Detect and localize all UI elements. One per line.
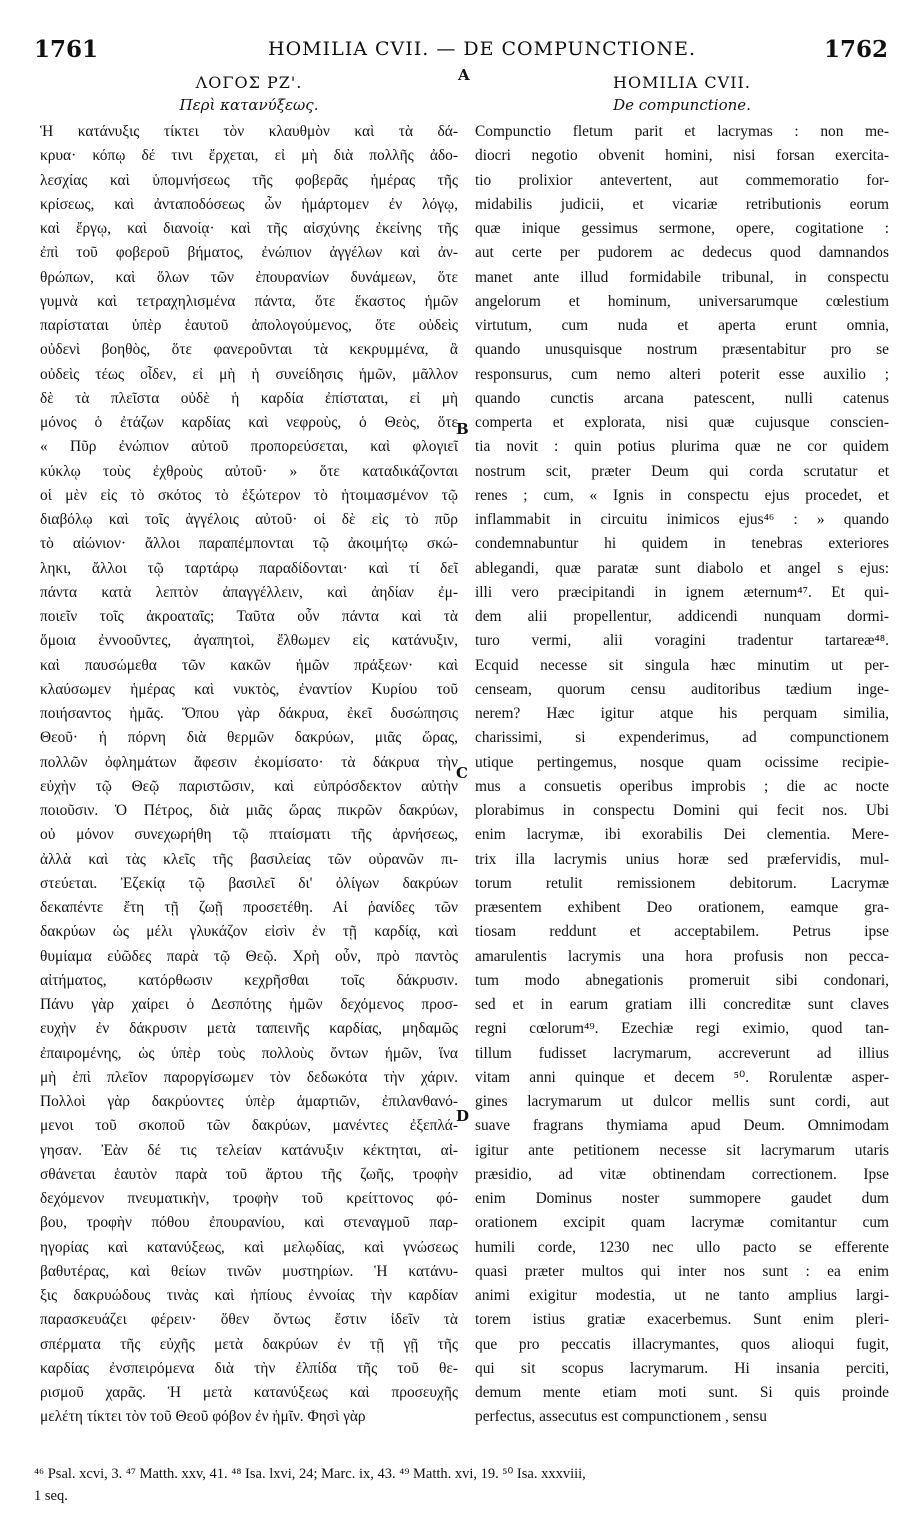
- greek-subtitle: Περὶ κατανύξεως.: [179, 96, 319, 114]
- text-line: gines lacrymarum ut dulcor mellis sunt cordi, aut: [475, 1093, 889, 1110]
- text-line: orationem excipit quam lacrymæ comitantur cum: [475, 1214, 889, 1232]
- text-line: ποιήσαντος ἡμᾶς. Ὅπου γὰρ δάκρυα, ἐκεῖ δυσώπησις: [40, 705, 458, 722]
- left-page-number: 1761: [34, 36, 99, 63]
- text-line: μὴ ἐπὶ πλεῖον παροργίσωμεν τὸν δεδωκότα τὴν χάριν.: [40, 1068, 458, 1086]
- text-line: πολλῶν ὀφλημάτων ἄφεσιν ἐκομίσατο· τὰ δάκρυα τὴν: [40, 753, 458, 771]
- text-line: enim lacrymæ, ibi exorabilis Dei clementia. Mere-: [475, 826, 889, 844]
- text-line: σπέρματα τῆς εὐχῆς μετὰ δακρύων ἐν τῇ γῇ τῆς: [40, 1335, 458, 1353]
- text-line: ρισμοῦ χαρᾶς. Ἡ μετὰ κατανύξεως καὶ προσευχῆς: [40, 1384, 458, 1401]
- text-line: turo vermi, alii voragini tradentur tartareæ⁴⁸.: [475, 632, 889, 650]
- text-line: præsentem exhibent Deo orationem, eamque gra-: [475, 899, 889, 916]
- text-line: κρίσεως, καὶ ἀνταποδόσεως ὧν ἡμάρτομεν ἐν λόγῳ,: [40, 195, 458, 213]
- text-line: nerem? Hæc igitur atque his perquam similia,: [475, 705, 889, 722]
- text-line: καὶ ἔργῳ, καὶ διανοίᾳ· καὶ τῆς αἰσχύνης ἐκείνης τῆς: [40, 220, 458, 237]
- footnote-line: 1 seq.: [34, 1488, 68, 1504]
- text-line: Θεοῦ· ἡ πόρνη διὰ θερμῶν δακρύων, μιᾶς ὥρας,: [40, 729, 458, 747]
- text-line: θρώπων, καὶ ὅλων τῶν ἐπουρανίων δυνάμεων, ὅτε: [40, 268, 458, 286]
- text-line: virtutum, cum nuda et aperta erunt omnia,: [475, 317, 889, 334]
- latin-column: [475, 72, 889, 1430]
- text-line: amarulentis lacrymis una hora profusis non pecca-: [475, 947, 889, 965]
- right-page-number: 1762: [823, 36, 888, 63]
- section-marker-c: C: [456, 764, 468, 782]
- text-line: ποιεῖν τοῖς ἀκροαταῖς; Ταῦτα οὖν πάντα καὶ τὰ: [40, 608, 458, 625]
- text-line: renes ; cum, « Ignis in conspectu ejus procedet, et: [475, 486, 889, 504]
- text-line: torum retulit remissionem debitorum. Lacrymæ: [475, 874, 889, 892]
- text-line: que pro peccatis illacrymantes, quos alioqui fugit,: [475, 1335, 889, 1353]
- text-line: ξις δακρυώδους τινὰς καὶ ἠπίους ἐννοίας τὴν καρδίαν: [40, 1287, 458, 1304]
- section-marker-a: A: [458, 66, 470, 84]
- text-line: δεχόμενον πνευματικὴν, τροφὴν τοῦ κρείττονος φό-: [40, 1190, 458, 1207]
- text-line: plorabimus in conspectu Domini qui fecit nos. Ubi: [475, 802, 889, 819]
- text-line: ἀλλὰ καὶ τὰς κλεῖς τῆς βασιλείας τῶν οὐρανῶν πι-: [40, 850, 458, 868]
- text-line: ηγορίας καὶ κατανύξεως, καὶ μελῳδίας, καὶ γνώσεως: [40, 1238, 458, 1256]
- text-line: nostrum scit, præter Deum qui corda scrutatur et: [475, 462, 889, 480]
- text-line: καὶ παυσώμεθα τῶν κακῶν ἡμῶν πράξεων· καὶ: [40, 656, 458, 674]
- text-line: βαθυτέρας, καὶ θείων τινῶν μυστηρίων. Ἡ κατάνυ-: [40, 1262, 458, 1280]
- text-line: ἐπαιρομένης, ὡς ὑπὲρ τοὺς πολλοὺς ὄντων ἡμῶν, ἵνα: [40, 1044, 458, 1062]
- text-line: Compunctio fletum parit et lacrymas : non me-: [475, 123, 889, 140]
- section-marker-d: D: [456, 1107, 470, 1125]
- greek-column: [40, 72, 458, 1430]
- text-line: vitam anni quinque et decem ⁵⁰. Rorulentæ asper-: [475, 1068, 889, 1086]
- text-line: tillum fudisset lacrymarum, accreverunt ad illius: [475, 1044, 889, 1062]
- text-line: diocri negotio obvenit homini, nisi forsan exercita-: [475, 147, 889, 165]
- text-line: quando unusquisque nostrum præsentabitur pro se: [475, 341, 889, 359]
- text-line: illi vero præcipitandi in ignem æternum⁴⁷. Et qui-: [475, 583, 889, 601]
- text-line: censeam, quorum censu auditoribus tædium inge-: [475, 680, 889, 698]
- text-line: torem istius gratiæ exacerbemus. Sunt enim pleri-: [475, 1311, 889, 1329]
- latin-text-body: [475, 120, 889, 1430]
- text-line: λεσχίας καὶ ὑπομνήσεως τῆς φοβερᾶς ἡμέρας τῆς: [40, 171, 458, 189]
- latin-subtitle: De compunctione.: [613, 96, 751, 114]
- text-line: sed et in earum gratiam illi concreditæ sunt claves: [475, 996, 889, 1013]
- greek-title: ΛΟΓΟΣ ΡΖ'.: [195, 73, 303, 92]
- latin-title: HOMILIA CVII.: [613, 73, 751, 92]
- text-line: δεκαπέντε ἔτη τῇ ζωῇ προσετέθη. Αἱ ῥανίδες τῶν: [40, 899, 458, 916]
- text-line: οἱ μὲν εἰς τὸ σκότος τὸ ἐξώτερον τὸ ἡτοιμασμένον τῷ: [40, 486, 458, 504]
- text-line: μενοι τοῦ σκοποῦ τῶν δακρύων, μανέντες ἐξεπλά-: [40, 1117, 458, 1135]
- text-line: utique pertingemus, nosque quam ocissime recipie-: [475, 753, 889, 771]
- text-line: αἰτήματος, κατόρθωσιν κεχρῆσθαι τοῖς δάκρυσιν.: [40, 971, 458, 989]
- text-line: responsurus, cum nemo alteri poterit esse auxilio ;: [475, 365, 889, 383]
- text-line: κλαύσωμεν ἡμέρας καὶ νυκτὸς, ἐναντίον Κυρίου τοῦ: [40, 680, 458, 698]
- text-line: δὲ τὰ πλεῖστα οὐδὲ ἡ καρδία ἐπίσταται, εἰ μὴ: [40, 389, 458, 407]
- text-line: manet ante illud formidabile tribunal, in conspectu: [475, 268, 889, 286]
- text-line: ablegandi, quæ paratæ sunt diabolo et angel s ejus:: [475, 559, 889, 577]
- text-line: dem alii propellentur, addicendi nunquam dormi-: [475, 608, 889, 625]
- text-line: πάντα κατὰ λεπτὸν ἀπαγγέλλειν, καὶ ἀηδίαν ἐμ-: [40, 583, 458, 601]
- text-line: βου, τροφὴν πόθου ἐπουρανίου, καὶ στεναγμοῦ παρ-: [40, 1214, 458, 1232]
- text-line: condemnabuntur hi quidem in tenebras exteriores: [475, 535, 889, 553]
- text-line: comperta et explorata, nisi quæ cujusque conscien-: [475, 414, 889, 431]
- text-line: γησαν. Ἐὰν δέ τις τελείαν κατάνυξιν κέκτηται, αἰ-: [40, 1141, 458, 1159]
- running-title: HOMILIA CVII. — DE COMPUNCTIONE.: [268, 38, 697, 60]
- text-line: humili corde, 1230 nec ullo pacto se efferente: [475, 1238, 889, 1256]
- page-header: [0, 36, 924, 66]
- text-line: διαβόλῳ καὶ τοῖς ἀγγέλοις αὐτοῦ· οἱ δὲ εἰς τὸ πῦρ: [40, 511, 458, 528]
- text-line: μελέτη τίκτει τὸν τοῦ Θεοῦ φόβον ἐν ἡμῖν. Φησὶ γὰρ: [40, 1408, 366, 1426]
- text-line: σθάνεται ἑαυτὸν παρὰ τοῦ ἄρτου τῆς ζωῆς, τροφὴν: [40, 1165, 458, 1183]
- text-line: regni cœlorum⁴⁹. Ezechiæ regi eximio, quod tan-: [475, 1020, 889, 1038]
- text-line: mus a consuetis operibus improbis ; die ac nocte: [475, 777, 889, 795]
- text-line: Πολλοὶ γὰρ δακρύοντες ὑπὲρ ἁμαρτιῶν, ἐπιλανθανό-: [40, 1093, 458, 1110]
- text-line: οὐδενὶ βοηθὸς, ὅτε φανεροῦνται τὰ κεκρυμμένα, ἃ: [40, 341, 458, 359]
- text-line: γυμνὰ καὶ τετραχηλισμένα πάντα, ὅτε ἕκαστος ἡμῶν: [40, 292, 458, 310]
- text-line: inflammabit in circuitu inimicos ejus⁴⁶ : » quando: [475, 511, 889, 528]
- text-line: κρυα· κόπῳ δέ τινι ἔρχεται, εἰ μὴ διὰ πολλῆς ἀδο-: [40, 147, 458, 165]
- text-line: ἐπὶ τοῦ φοβεροῦ βήματος, ἐνώπιον ἀγγέλων καὶ ἀν-: [40, 244, 458, 262]
- text-line: tio prolixior antevertent, aut commemoratio for-: [475, 171, 889, 189]
- text-line: perfectus, assecutus est compunctionem , sensu: [475, 1408, 767, 1426]
- text-line: ληκι, ἄλλοι τῷ ταρτάρῳ παραδίδονται· καὶ τί δεῖ: [40, 559, 458, 577]
- text-line: « Πῦρ ἐνώπιον αὐτοῦ προπορεύσεται, καὶ φλογιεῖ: [40, 438, 458, 456]
- text-line: angelorum et hominum, universarumque cœlestium: [475, 292, 889, 310]
- text-line: κύκλῳ τοὺς ἐχθροὺς αὐτοῦ· » ὅτε καταδικάζονται: [40, 462, 458, 480]
- text-line: ὅμοια ἐννοοῦντες, ἀγαπητοὶ, ἔλθωμεν εἰς κατάνυξιν,: [40, 632, 458, 650]
- text-line: στεύεται. Ἐζεκίᾳ τῷ βασιλεῖ δι' ὀλίγων δακρύων: [40, 874, 458, 892]
- text-line: suave fragrans thymiama apud Deum. Omnimodam: [475, 1117, 889, 1135]
- text-line: quæ inique gessimus sermone, opere, cogitatione :: [475, 220, 889, 237]
- greek-text-body: [40, 120, 458, 1430]
- text-line: igitur ante petitionem necesse sit lacrymarum utaris: [475, 1141, 889, 1159]
- text-line: demum mente etiam moti sunt. Si quis proinde: [475, 1384, 889, 1401]
- text-line: præsidio, ad vitæ obtinendam correctionem. Ipse: [475, 1165, 889, 1183]
- text-line: animi exigitur modestia, ut ne tanto amplius largi-: [475, 1287, 889, 1304]
- section-marker-b: B: [456, 420, 469, 438]
- text-line: θυμίαμα εὐῶδες παρὰ τῷ Θεῷ. Χρὴ οὖν, πρὸ παντὸς: [40, 947, 458, 965]
- text-line: trix illa lacrymis unius horæ sed præfervidis, mul-: [475, 850, 889, 868]
- text-line: παρίσταται ὑπὲρ ἑαυτοῦ ἀπολογούμενος, ὅτε οὐδεὶς: [40, 317, 458, 334]
- text-line: midabilis judicii, et vicariæ retributionis eorum: [475, 195, 889, 213]
- text-line: enim Dominus noster summopere gaudet dum: [475, 1190, 889, 1207]
- text-line: Πάνυ γὰρ χαίρει ὁ Δεσπότης ἡμῶν δεχόμενος προσ-: [40, 996, 458, 1013]
- text-line: ποιοῦσιν. Ὁ Πέτρος, διὰ μιᾶς ὥρας πικρῶν δακρύων,: [40, 802, 458, 819]
- text-line: παρασκευάζει φέρειν· ὅθεν ὄντως ἔστιν ἰδεῖν τὰ: [40, 1311, 458, 1329]
- text-line: charissimi, si expenderimus, ad compunctionem: [475, 729, 889, 747]
- text-line: Ecquid necesse sit singula hæc minutim ut per-: [475, 656, 889, 674]
- text-line: qui sit scopus lacrymarum. Hi insania perciti,: [475, 1359, 889, 1377]
- text-line: tiosam reddunt et acceptabilem. Petrus ipse: [475, 923, 889, 941]
- footnote-line: ⁴⁶ Psal. xcvi, 3. ⁴⁷ Matth. xxv, 41. ⁴⁸ Isa. lxvi, 24; Marc. ix, 43. ⁴⁹ Matth. xvi, 19. ⁵⁰ Isa. xxxviii,: [34, 1466, 586, 1482]
- footnotes: [34, 1463, 894, 1507]
- text-line: tum modo abnegationis promeruit sibi condonari,: [475, 971, 889, 989]
- text-line: οὐδεὶς τέως οἶδεν, εἰ μὴ ἡ συνείδησις ἡμῶν, μᾶλλον: [40, 365, 458, 383]
- text-line: δακρύων ὡς μέλι γλυκάζον εἰσὶν ἐν τῇ καρδίᾳ, καὶ: [40, 923, 458, 941]
- text-line: μόνος ὁ ἐτάζων καρδίας καὶ νεφροὺς, ὁ Θεὸς, ὅτε: [40, 414, 458, 431]
- text-line: Ἡ κατάνυξις τίκτει τὸν κλαυθμὸν καὶ τὰ δά-: [40, 123, 458, 140]
- text-line: quasi præter multos qui inter nos sunt : ea enim: [475, 1262, 889, 1280]
- text-line: καρδίας ἐνσπειρόμενα διὰ τὴν ἐλπίδα τῆς τοῦ θε-: [40, 1359, 458, 1377]
- text-line: εὐχὴν τῷ Θεῷ παριστῶσιν, καὶ εὐπρόσδεκτον αὐτὴν: [40, 777, 458, 795]
- text-line: aut certe per pudorem ac dedecus quod damnandos: [475, 244, 889, 262]
- text-line: tia novit : quin potius plurima quæ ne cor quidem: [475, 438, 889, 456]
- text-line: οὐ μόνον συνεχωρήθη τῷ πταίσματι τῆς ἀρνήσεως,: [40, 826, 458, 844]
- text-line: ευχὴν ἐν δάκρυσιν μετὰ ταπεινῆς καρδίας, μηδαμῶς: [40, 1020, 458, 1038]
- text-line: τὸ αἰώνιον· ἄλλοι παραπέμπονται τῷ ἀκοιμήτῳ σκώ-: [40, 535, 458, 553]
- text-line: quando cunctis arcana patescent, nulli catenus: [475, 389, 889, 407]
